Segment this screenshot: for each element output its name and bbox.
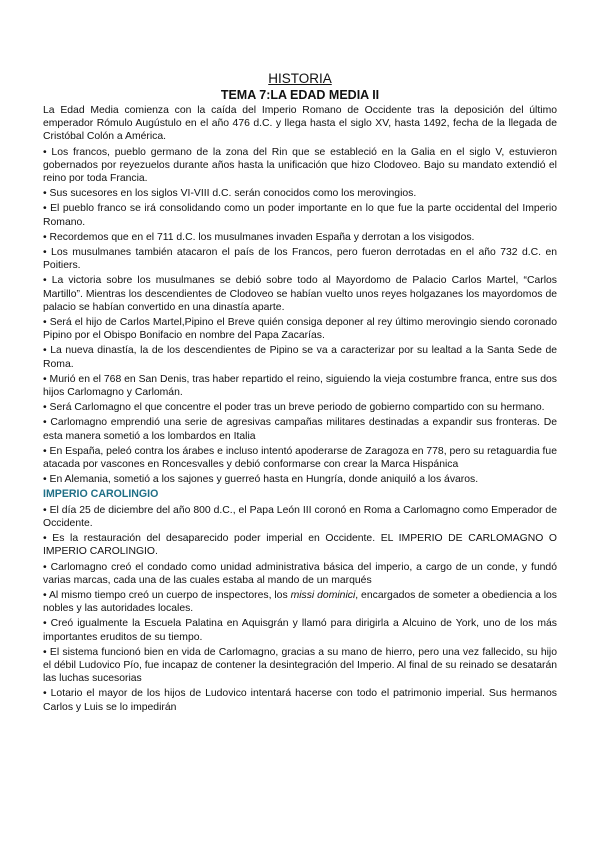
intro-paragraph: La Edad Media comienza con la caída del Imperio Romano de Occidente tras la deposición del último emperador Rómulo Augústulo en el año 476 d.C. y llega hasta el siglo XV, hasta 1492, fecha de la llegada de Cristóbal Colón a América. [43, 105, 557, 143]
document-subtitle: TEMA 7:LA EDAD MEDIA II [220, 88, 380, 102]
bullet-merovingios: • Sus sucesores en los siglos VI-VIII d.C. serán conocidos como los merovingios. [43, 188, 417, 200]
missi-before: • Al mismo tiempo creó un cuerpo de inspectores, los [43, 589, 291, 601]
bullet-coronacion: • El día 25 de diciembre del año 800 d.C., el Papa León III coronó en Roma a Carlomagno como Emperador de Occidente. [43, 504, 557, 529]
bullet-escuela-palatina: • Creó igualmente la Escuela Palatina en Aquisgrán y llamó para dirigirla a Alcuino de York, uno de los más importantes eruditos de su tiempo. [43, 618, 557, 643]
bullet-espana: • En España, peleó contra los árabes e incluso intentó apoderarse de Zaragoza en 778, pero su retaguardia fue atacada por vascones en Roncesvalles y debió conformarse con crear la Marca Hispánica [43, 445, 557, 471]
bullet-poitiers: • Los musulmanes también atacaron el país de los Francos, pero fueron derrotadas en el año 732 d.C. en Poitiers. [43, 247, 557, 272]
bullet-campanas: • Carlomagno emprendió una serie de agresivas campañas militares destinadas a expandir sus fronteras. De esta manera sometió a los lombardos en Italia [43, 417, 557, 442]
bullet-711: • Recordemos que en el 711 d.C. los musulmanes invaden España y derrotan a los visigodos. [43, 231, 475, 243]
bullet-francos: • Los francos, pueblo germano de la zona del Rin que se estableció en la Galia en el siglo V, estuvieron gobernados por reyezuelos durante años hasta la unificación que hizo Clodoveo. Bajo su mandato extendió el reino por toda Francia. [43, 146, 557, 185]
bullet-lotario: • Lotario el mayor de los hijos de Ludovico intentará hacerse con todo el patrimonio imperial. Sus hermanos Carlos y Luis se lo impedirán [43, 688, 557, 713]
section-heading: IMPERIO CAROLINGIO [43, 488, 159, 501]
document-title: HISTORIA [268, 71, 332, 86]
bullet-768: • Murió en el 768 en San Denis, tras haber repartido el reino, siguiendo la vieja costumbre franca, entre sus dos hijos Carlomagno y Carlomán. [43, 373, 557, 399]
missi-after: , encargados de someter a obediencia a los nobles y las autoridades locales. [43, 589, 558, 615]
bullet-alemania: • En Alemania, sometió a los sajones y guerreó hasta en Hungría, donde aniquiló a los ávaros. [43, 474, 479, 486]
bullet-restauracion: • Es la restauración del desaparecido poder imperial en Occidente. EL IMPERIO DE CARLOMAGNO O IMPERIO CAROLINGIO. [43, 533, 557, 558]
bullet-carlos-martel: • La victoria sobre los musulmanes se debió sobre todo al Mayordomo de Palacio Carlos Martel, “Carlos Martillo”. Mientras los descendientes de Clodoveo se habían vuelto unos reyes holgazanes los mayordomos de palacio se habían convertido en una dinastía aparte. [43, 275, 557, 313]
bullet-nueva-dinastia: • La nueva dinastía, la de los descendientes de Pipino se va a caracterizar por su lealtad a la Santa Sede de Roma. [43, 345, 557, 370]
bullet-sistema: • El sistema funcionó bien en vida de Carlomagno, gracias a su mano de hierro, pero una vez fallecido, su hijo el débil Ludovico Pío, fue incapaz de contener la desintegración del Imperio. Al final de su reinado se desatarán las luchas sucesorias [43, 646, 557, 685]
bullet-pipino: • Será el hijo de Carlos Martel,Pipino el Breve quién consiga deponer al rey último merovingio siendo coronado Pipino por el Obispo Bonifacio en nombre del Papa Zacarías. [43, 317, 557, 342]
missi-italic: missi dominici [290, 589, 356, 601]
bullet-concentre-poder: • Será Carlomagno el que concentre el poder tras un breve periodo de gobierno compartido con su hermano. [43, 402, 545, 414]
bullet-pueblo-franco: • El pueblo franco se irá consolidando como un poder importante en lo que fue la parte occidental del Imperio Romano. [43, 203, 557, 228]
bullet-missi-dominici [43, 589, 557, 615]
bullet-condado: • Carlomagno creó el condado como unidad administrativa básica del imperio, a cargo de un conde, y fundó varias marcas, cada una de las cuales estaba al mando de un marqués [43, 561, 557, 586]
document-page [43, 71, 557, 716]
